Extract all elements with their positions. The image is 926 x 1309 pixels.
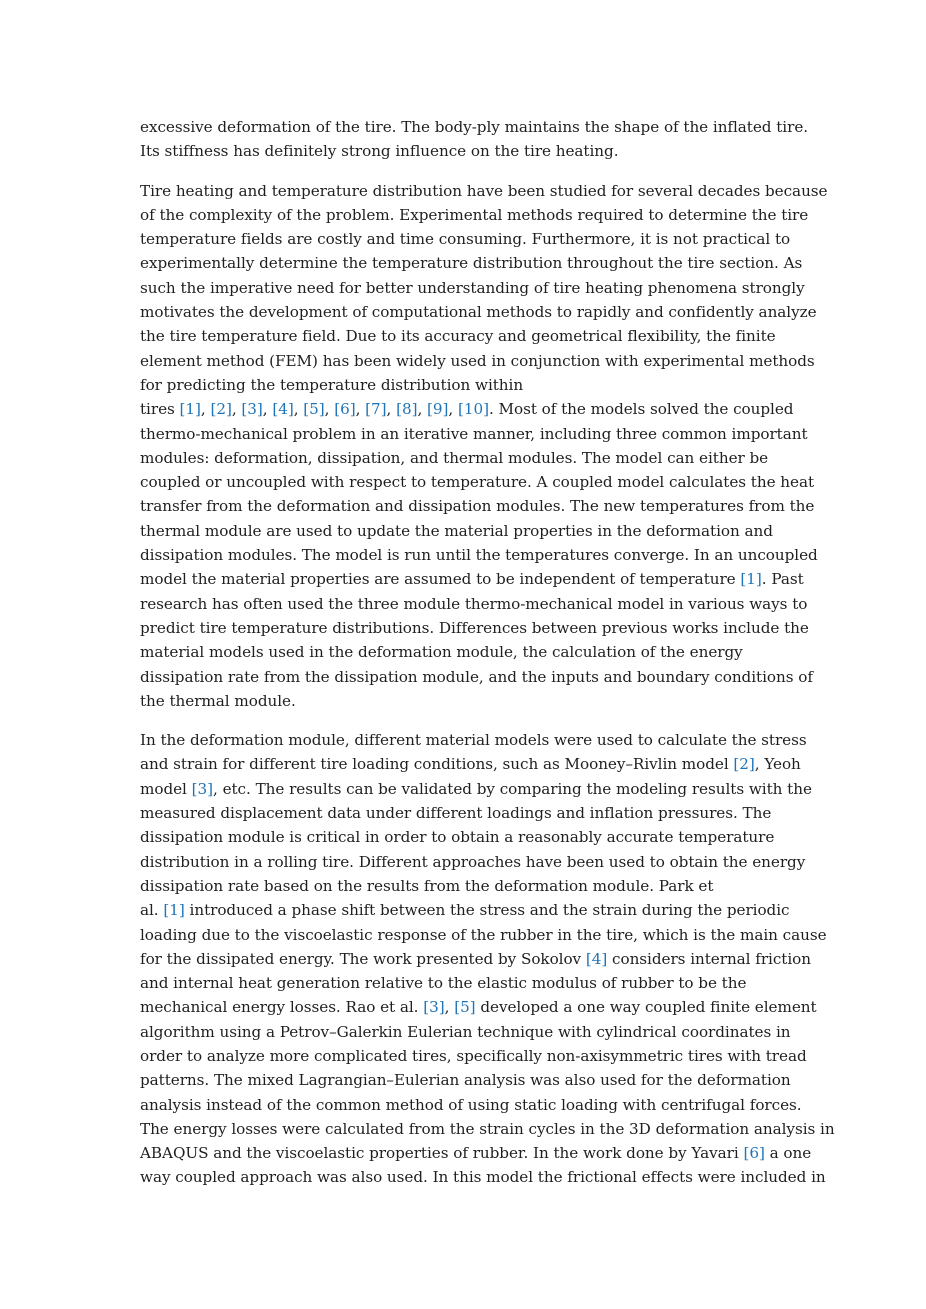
text-line <box>140 1044 807 1068</box>
citation-link[interactable]: [9] <box>427 400 449 419</box>
text-run: thermo-mechanical problem in an iterative manner, including three common important <box>140 424 808 443</box>
citation-link[interactable]: [1] <box>163 901 185 920</box>
article-body <box>140 115 835 1205</box>
text-run: , <box>293 400 304 419</box>
text-line <box>140 728 807 752</box>
text-line <box>140 850 806 874</box>
citation-link[interactable]: [4] <box>272 400 294 419</box>
text-run: patterns. The mixed Lagrangian–Eulerian analysis was also used for the deformation <box>140 1071 791 1090</box>
text-run: Its stiffness has definitely strong influence on the tire heating. <box>140 142 619 161</box>
text-run: , Yeoh <box>754 755 801 774</box>
text-run: algorithm using a Petrov–Galerkin Eulerian technique with cylindrical coordinates in <box>140 1022 791 1041</box>
citation-link[interactable]: [2] <box>210 400 232 419</box>
citation-link[interactable]: [2] <box>733 755 755 774</box>
text-line <box>140 825 788 849</box>
text-run: dissipation rate from the dissipation module, and the inputs and boundary conditions of <box>140 667 813 686</box>
text-run: , <box>444 998 455 1017</box>
text-line <box>140 139 788 163</box>
text-run: and internal heat generation relative to the elastic modulus of rubber to be the <box>140 974 747 993</box>
paragraph-1 <box>140 115 809 164</box>
text-run: such the imperative need for better understanding of tire heating phenomena strongly <box>140 278 805 297</box>
text-run: motivates the development of computational methods to rapidly and confidently analyze <box>140 303 817 322</box>
text-run: ABAQUS and the viscoelastic properties of rubber. In the work done by Yavari <box>140 1144 744 1163</box>
text-line <box>140 1141 812 1165</box>
text-line <box>140 446 788 470</box>
citation-link[interactable]: [3] <box>241 400 263 419</box>
text-line <box>140 665 813 689</box>
citation-link[interactable]: [10] <box>457 400 489 419</box>
text-line <box>140 519 788 543</box>
text-line <box>140 1165 826 1189</box>
text-run: dissipation module is critical in order to obtain a reasonably accurate temperature <box>140 828 775 847</box>
text-run: of the complexity of the problem. Experimental methods required to determine the tire <box>140 205 809 224</box>
text-run: , <box>262 400 273 419</box>
text-line <box>140 373 788 397</box>
text-line <box>140 276 805 300</box>
text-run: model <box>140 779 192 798</box>
text-line <box>140 995 817 1019</box>
text-run: introduced a phase shift between the stress and the strain during the periodic <box>184 901 790 920</box>
citation-link[interactable]: [3] <box>423 998 445 1017</box>
citation-link[interactable]: [1] <box>740 570 762 589</box>
text-line <box>140 115 809 139</box>
text-run: , etc. The results can be validated by comparing the modeling results with the <box>213 779 812 798</box>
text-run: for the dissipated energy. The work presented by Sokolov <box>140 949 586 968</box>
text-run: , <box>200 400 211 419</box>
text-line <box>140 898 788 922</box>
citation-link[interactable]: [3] <box>191 779 214 798</box>
text-line <box>140 494 815 518</box>
text-run: dissipation rate based on the results from the deformation module. Park et <box>140 876 714 895</box>
text-line <box>140 592 808 616</box>
text-run: In the deformation module, different material models were used to calculate the stress <box>140 731 807 750</box>
text-run: research has often used the three module thermo-mechanical model in various ways to <box>140 594 808 613</box>
text-line <box>140 971 788 995</box>
text-run: the thermal module. <box>140 691 296 710</box>
citation-link[interactable]: [6] <box>334 400 356 419</box>
text-line <box>140 689 788 713</box>
text-line <box>140 801 788 825</box>
text-line <box>140 543 818 567</box>
text-line <box>140 640 788 664</box>
citation-link[interactable]: [5] <box>454 998 476 1017</box>
text-line <box>140 470 815 494</box>
text-run: . Most of the models solved the coupled <box>488 400 794 419</box>
text-line <box>140 203 809 227</box>
text-line <box>140 251 803 275</box>
paragraph-2 <box>140 179 828 714</box>
text-line <box>140 947 811 971</box>
text-line <box>140 1068 791 1092</box>
text-run: measured displacement data under different loadings and inflation pressures. The <box>140 804 772 823</box>
text-line <box>140 300 817 324</box>
text-line <box>140 179 828 203</box>
text-line <box>140 1117 835 1141</box>
text-run: loading due to the viscoelastic response of the rubber in the tire, which is the main cause <box>140 925 827 944</box>
paragraph-3 <box>140 728 835 1190</box>
citation-link[interactable]: [1] <box>179 400 201 419</box>
text-run: model the material properties are assumed to be independent of temperature <box>140 570 741 589</box>
text-run: coupled or uncoupled with respect to temperature. A coupled model calculates the heat <box>140 473 815 492</box>
text-run: order to analyze more complicated tires, specifically non-axisymmetric tires with tread <box>140 1046 807 1065</box>
text-run: for predicting the temperature distribution within <box>140 375 524 394</box>
text-run: , <box>355 400 366 419</box>
citation-link[interactable]: [4] <box>585 949 608 968</box>
text-run: predict tire temperature distributions. Differences between previous works include the <box>140 618 809 637</box>
text-run: analysis instead of the common method of using static loading with centrifugal forces. <box>140 1095 802 1114</box>
citation-link[interactable]: [5] <box>303 400 325 419</box>
text-run: developed a one way coupled finite element <box>475 998 817 1017</box>
text-line <box>140 1020 791 1044</box>
text-line <box>140 227 791 251</box>
text-line <box>140 349 815 373</box>
text-run: tires <box>140 400 180 419</box>
text-line <box>140 616 809 640</box>
text-run: a one <box>764 1144 812 1163</box>
citation-link[interactable]: [8] <box>396 400 418 419</box>
text-run: transfer from the deformation and dissipation modules. The new temperatures from the <box>140 497 815 516</box>
text-run: way coupled approach was also used. In this model the frictional effects were included in <box>140 1168 826 1187</box>
text-run: mechanical energy losses. Rao et al. <box>140 998 424 1017</box>
text-run: experimentally determine the temperature distribution throughout the tire section. As <box>140 254 803 273</box>
text-run: element method (FEM) has been widely used in conjunction with experimental methods <box>140 351 815 370</box>
text-run: the tire temperature field. Due to its accuracy and geometrical flexibility, the finite <box>140 327 776 346</box>
text-run: dissipation modules. The model is run until the temperatures converge. In an uncoupled <box>140 546 818 565</box>
text-run: , <box>324 400 335 419</box>
text-run: , <box>448 400 458 419</box>
text-run: excessive deformation of the tire. The body-ply maintains the shape of the inflated tire. <box>140 118 809 136</box>
text-line <box>140 567 804 591</box>
citation-link[interactable]: [6] <box>743 1144 765 1163</box>
text-line <box>140 923 827 947</box>
text-run: The energy losses were calculated from the strain cycles in the 3D deformation analysis in <box>140 1119 835 1138</box>
text-run: . Past <box>761 570 804 589</box>
text-run: and strain for different tire loading conditions, such as Mooney–Rivlin model <box>140 755 734 774</box>
text-run: Tire heating and temperature distribution have been studied for several decades because <box>140 181 828 200</box>
text-run: modules: deformation, dissipation, and thermal modules. The model can either be <box>140 448 769 467</box>
text-line <box>140 324 788 348</box>
text-line <box>140 752 801 776</box>
text-run: , <box>386 400 397 419</box>
text-run: considers internal friction <box>607 949 811 968</box>
text-line <box>140 777 812 801</box>
text-run: , <box>417 400 428 419</box>
text-line <box>140 1093 802 1117</box>
text-line <box>140 874 788 898</box>
text-run: thermal module are used to update the material properties in the deformation and <box>140 521 773 540</box>
text-run: , <box>231 400 242 419</box>
text-run: distribution in a rolling tire. Different approaches have been used to obtain the energy <box>140 852 806 871</box>
text-run: material models used in the deformation module, the calculation of the energy <box>140 643 743 662</box>
text-line <box>140 397 794 421</box>
citation-link[interactable]: [7] <box>365 400 387 419</box>
text-line <box>140 422 808 446</box>
text-run: temperature fields are costly and time consuming. Furthermore, it is not practical to <box>140 230 791 249</box>
text-run: al. <box>140 901 164 920</box>
